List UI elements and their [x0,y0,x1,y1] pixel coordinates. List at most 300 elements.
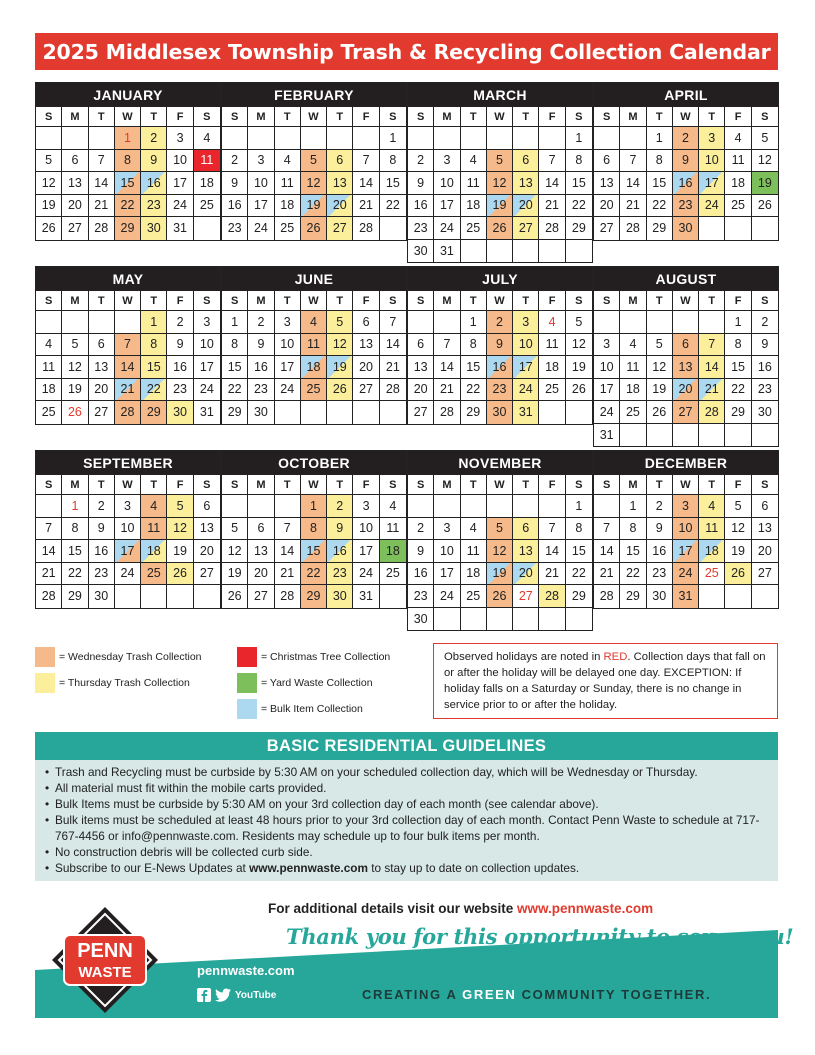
day-cell: 24 [248,217,274,240]
empty-cell [380,585,406,608]
day-cell: 26 [566,379,592,402]
day-cell: 18 [194,172,220,195]
day-cell: 31 [434,240,460,263]
guideline-item: • Trash and Recycling must be curbside by 5:30 AM on your scheduled collection day, which will be Wednesday or Thursday. [45,764,768,780]
day-cell: 22 [380,195,406,218]
day-cell: 6 [248,518,274,541]
day-cell: 8 [62,518,88,541]
day-cell: 19 [725,540,751,563]
day-cell: 14 [115,356,141,379]
day-cell: 5 [752,127,778,150]
day-cell: 3 [673,495,699,518]
empty-cell [566,401,592,424]
weekday-header: S [36,291,62,311]
day-cell: 29 [566,217,592,240]
month-name: JANUARY [36,83,220,107]
day-cell: 20 [353,356,379,379]
day-cell: 15 [566,172,592,195]
weekday-header: T [461,107,487,127]
day-cell: 29 [62,585,88,608]
day-cell: 24 [434,585,460,608]
day-cell: 14 [275,540,301,563]
weekday-header: M [62,291,88,311]
empty-cell [301,127,327,150]
day-cell: 22 [301,563,327,586]
day-cell: 27 [194,563,220,586]
day-cell: 14 [699,356,725,379]
weekday-header: T [141,107,167,127]
day-cell: 19 [167,540,193,563]
day-cell: 24 [115,563,141,586]
empty-cell [461,127,487,150]
weekday-header: S [752,475,778,495]
day-cell: 18 [539,356,565,379]
day-cell: 31 [199,405,214,420]
day-cell: 28 [620,217,646,240]
day-cell: 2 [408,518,434,541]
month-name: DECEMBER [594,451,778,475]
day-cell: 7 [353,150,379,173]
empty-cell [487,608,513,631]
day-cell: 26 [752,195,778,218]
empty-cell [222,495,248,518]
day-cell: 14 [620,172,646,195]
weekday-header: M [620,475,646,495]
day-cell: 23 [752,379,778,402]
weekday-header: S [566,475,592,495]
weekday-header: T [699,107,725,127]
holiday-red-word: RED [603,651,628,663]
day-cell: 2 [89,495,115,518]
empty-cell [115,585,141,608]
weekday-header: F [725,107,751,127]
empty-cell [434,311,460,334]
empty-cell [539,240,565,263]
day-cell: 18 [380,540,406,563]
weekday-header: M [62,107,88,127]
day-cell: 21 [115,379,141,402]
day-cell: 25 [539,379,565,402]
empty-cell [115,311,141,334]
logo-text-top: PENN [77,940,133,962]
month-january [35,82,221,241]
day-cell: 4 [699,495,725,518]
weekday-header: S [194,107,220,127]
day-cell: 23 [89,563,115,586]
day-cell: 31 [167,217,193,240]
day-cell: 27 [353,379,379,402]
day-cell: 3 [115,495,141,518]
day-cell: 16 [141,172,167,195]
wednesday-swatch [35,647,55,667]
weekday-header: T [461,291,487,311]
day-cell: 28 [539,585,565,608]
weekday-header: T [89,107,115,127]
day-cell: 12 [647,356,673,379]
day-cell: 17 [434,563,460,586]
day-cell: 6 [353,311,379,334]
day-cell: 2 [487,311,513,334]
weekday-header: M [434,475,460,495]
day-cell: 20 [248,563,274,586]
weekday-header: M [620,291,646,311]
day-cell: 2 [222,150,248,173]
month-name: MAY [36,267,220,291]
day-cell: 5 [647,334,673,357]
day-cell: 12 [725,518,751,541]
weekday-header: M [248,475,274,495]
day-cell: 23 [487,379,513,402]
guideline-text: to stay up to date on collection updates. [367,861,580,875]
empty-cell [62,311,88,334]
visit-line [268,901,653,916]
day-cell: 10 [353,518,379,541]
day-cell: 11 [36,356,62,379]
day-cell: 25 [725,195,751,218]
weekday-header: T [275,475,301,495]
day-cell: 17 [248,195,274,218]
day-cell: 3 [275,311,301,334]
day-cell: 7 [89,150,115,173]
day-cell: 10 [115,518,141,541]
empty-cell [89,311,115,334]
weekday-header: F [725,291,751,311]
day-cell: 25 [461,585,487,608]
empty-cell [434,127,460,150]
weekday-header: F [167,475,193,495]
day-cell: 2 [141,127,167,150]
empty-cell [566,240,592,263]
weekday-header: T [89,475,115,495]
day-cell: 22 [115,195,141,218]
weekday-header: S [752,291,778,311]
guideline-text: Subscribe to our E-News Updates at [55,861,250,875]
day-cell: 3 [434,518,460,541]
day-cell: 16 [487,356,513,379]
day-cell: 12 [327,334,353,357]
enews-link[interactable]: www.pennwaste.com [249,861,368,875]
weekday-header: F [167,107,193,127]
day-cell: 24 [167,195,193,218]
day-cell: 19 [487,195,513,218]
day-cell: 21 [275,563,301,586]
day-cell: 5 [222,518,248,541]
day-cell: 28 [594,585,620,608]
month-name: OCTOBER [222,451,406,475]
day-cell: 1 [461,311,487,334]
empty-cell [594,311,620,334]
day-cell: 16 [408,195,434,218]
weekday-header: T [513,475,539,495]
day-cell: 25 [301,379,327,402]
month-august [593,266,779,447]
day-cell: 22 [222,379,248,402]
day-cell: 26 [647,401,673,424]
day-cell: 18 [620,379,646,402]
day-cell: 30 [408,608,434,631]
weekday-header: T [327,475,353,495]
day-cell: 26 [222,585,248,608]
weekday-header: M [248,291,274,311]
empty-cell [647,424,673,447]
day-cell: 29 [566,585,592,608]
day-cell: 8 [647,150,673,173]
empty-cell [327,401,353,424]
day-cell: 31 [513,401,539,424]
weekday-header: F [539,291,565,311]
empty-cell [725,585,751,608]
empty-cell [752,424,778,447]
day-cell: 24 [699,195,725,218]
empty-cell [487,495,513,518]
weekday-header: S [408,107,434,127]
day-cell: 23 [248,379,274,402]
day-cell: 15 [222,356,248,379]
day-cell: 2 [408,150,434,173]
day-cell: 16 [327,540,353,563]
empty-cell [752,217,778,240]
day-cell: 11 [539,334,565,357]
day-cell: 29 [141,401,167,424]
day-cell: 1 [566,495,592,518]
weekday-header: T [461,475,487,495]
weekday-header: T [647,291,673,311]
month-may [35,266,221,425]
day-cell: 10 [594,356,620,379]
christmas-swatch [237,647,257,667]
day-cell: 10 [513,334,539,357]
empty-cell [461,608,487,631]
weekday-header: S [222,107,248,127]
empty-cell [620,311,646,334]
day-cell: 19 [487,563,513,586]
logo-text-bottom: WASTE [78,964,132,981]
day-cell: 29 [301,585,327,608]
day-cell: 5 [725,495,751,518]
day-cell: 22 [566,563,592,586]
day-cell: 21 [539,195,565,218]
empty-cell [513,127,539,150]
day-cell: 24 [434,217,460,240]
day-cell: 28 [353,217,379,240]
weekday-header: S [36,475,62,495]
day-cell: 9 [752,334,778,357]
day-cell: 21 [380,356,406,379]
guidelines-panel [35,732,778,881]
weekday-header: T [275,107,301,127]
empty-cell [725,217,751,240]
day-cell: 25 [36,401,62,424]
day-cell: 30 [89,585,115,608]
weekday-header: M [248,107,274,127]
day-cell: 19 [752,172,778,195]
day-cell: 17 [353,540,379,563]
day-cell: 27 [89,401,115,424]
day-cell: 8 [141,334,167,357]
weekday-header: T [327,107,353,127]
empty-cell [141,585,167,608]
day-cell: 6 [408,334,434,357]
weekday-header: F [353,291,379,311]
empty-cell [408,127,434,150]
day-cell: 9 [673,150,699,173]
day-cell: 7 [434,334,460,357]
day-cell: 30 [673,217,699,240]
legend-wednesday [35,647,202,667]
empty-cell [301,401,327,424]
day-cell: 5 [487,518,513,541]
day-cell: 6 [194,495,220,518]
day-cell: 6 [62,150,88,173]
visit-text: For additional details visit our website [268,901,518,916]
day-cell: 4 [141,495,167,518]
day-cell: 28 [115,401,141,424]
month-name: FEBRUARY [222,83,406,107]
day-cell: 5 [62,334,88,357]
day-cell: 16 [752,356,778,379]
day-cell: 5 [566,311,592,334]
day-cell: 1 [380,127,406,150]
day-cell: 14 [380,334,406,357]
day-cell: 9 [167,334,193,357]
day-cell: 21 [699,379,725,402]
day-cell: 25 [461,217,487,240]
weekday-header: F [353,107,379,127]
penn-waste-logo [50,905,160,1015]
day-cell: 25 [275,217,301,240]
legend-yard-waste [237,673,373,693]
day-cell: 7 [539,150,565,173]
day-cell: 27 [408,401,434,424]
empty-cell [62,127,88,150]
tagline [362,987,711,1002]
day-cell: 10 [167,150,193,173]
weekday-header: T [699,291,725,311]
day-cell: 12 [566,334,592,357]
day-cell: 27 [673,401,699,424]
day-cell: 17 [699,172,725,195]
month-september [35,450,221,609]
day-cell: 28 [380,379,406,402]
weekday-header: S [594,475,620,495]
month-name: MARCH [408,83,592,107]
youtube-icon[interactable]: YouTube [235,989,277,1001]
day-cell: 3 [248,150,274,173]
day-cell: 9 [408,540,434,563]
legend-label: = Christmas Tree Collection [261,651,391,663]
guideline-item: • All material must fit within the mobile carts provided. [45,780,768,796]
month-name: APRIL [594,83,778,107]
day-cell: 23 [167,379,193,402]
day-cell: 7 [36,518,62,541]
empty-cell [167,585,193,608]
day-cell: 8 [301,518,327,541]
day-cell: 29 [461,401,487,424]
empty-cell [194,217,220,240]
legend-bulk-item [237,699,363,719]
empty-cell [620,424,646,447]
empty-cell [36,311,62,334]
month-name: AUGUST [594,267,778,291]
day-cell: 6 [752,495,778,518]
day-cell: 28 [89,217,115,240]
day-cell: 11 [461,540,487,563]
month-november [407,450,593,631]
day-cell: 17 [275,356,301,379]
day-cell: 12 [487,172,513,195]
empty-cell [725,424,751,447]
legend-label: = Thursday Trash Collection [59,677,190,689]
day-cell: 19 [301,195,327,218]
day-cell: 21 [36,563,62,586]
day-cell: 5 [487,150,513,173]
weekday-header: F [539,475,565,495]
day-cell: 1 [141,311,167,334]
empty-cell [353,401,379,424]
day-cell: 27 [327,217,353,240]
day-cell: 12 [487,540,513,563]
day-cell: 27 [62,217,88,240]
day-cell: 16 [673,172,699,195]
day-cell: 2 [752,311,778,334]
guideline-item [45,860,768,876]
day-cell: 9 [141,150,167,173]
day-cell: 29 [222,401,248,424]
day-cell: 5 [327,311,353,334]
day-cell: 20 [513,563,539,586]
empty-cell [487,127,513,150]
legend-label: = Wednesday Trash Collection [59,651,202,663]
day-cell: 24 [194,379,220,402]
website-link[interactable]: www.pennwaste.com [517,901,654,916]
day-cell: 17 [194,356,220,379]
twitter-icon[interactable] [215,988,231,1002]
day-cell: 4 [36,334,62,357]
empty-cell [566,608,592,631]
day-cell: 16 [248,356,274,379]
day-cell: 13 [594,172,620,195]
day-cell: 3 [434,150,460,173]
day-cell: 6 [673,334,699,357]
empty-cell [275,401,301,424]
day-cell: 10 [673,518,699,541]
day-cell: 1 [222,311,248,334]
day-cell: 17 [167,172,193,195]
day-cell: 17 [594,379,620,402]
day-cell: 11 [620,356,646,379]
day-cell: 18 [36,379,62,402]
empty-cell [380,217,406,240]
weekday-header: T [513,107,539,127]
day-cell: 2 [248,311,274,334]
facebook-icon[interactable] [197,988,211,1002]
site-link[interactable]: pennwaste.com [197,963,295,978]
day-cell: 19 [647,379,673,402]
day-cell: 10 [434,172,460,195]
month-june [221,266,407,425]
weekday-header: T [647,475,673,495]
weekday-header: T [89,291,115,311]
day-cell: 1 [725,311,751,334]
day-cell: 13 [353,334,379,357]
day-cell: 10 [699,150,725,173]
weekday-header: T [327,291,353,311]
empty-cell [408,495,434,518]
day-cell: 22 [566,195,592,218]
day-cell: 30 [327,585,353,608]
day-cell: 7 [620,150,646,173]
day-cell: 3 [353,495,379,518]
